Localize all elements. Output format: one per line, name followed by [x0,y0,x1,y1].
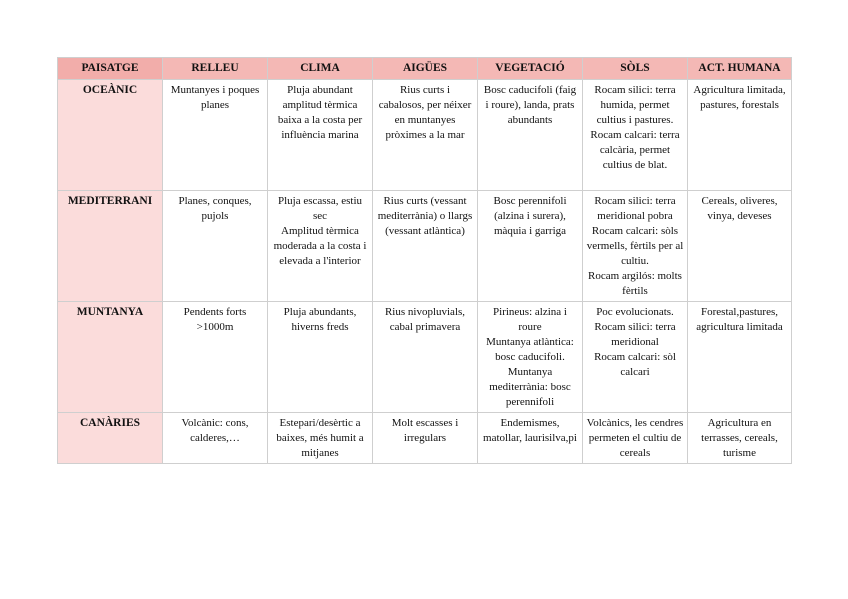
row-label-oceanic: OCEÀNIC [58,80,163,191]
cell-relleu: Pendents forts >1000m [163,302,268,413]
header-aigues: AIGÜES [373,58,478,80]
cell-vegetacio: Pirineus: alzina i roure Muntanya atlàntica: bosc caducifoli. Muntanya mediterrània: bosc perennifoli [478,302,583,413]
cell-sols: Poc evolucionats. Rocam silici: terra meridional Rocam calcari: sòl calcari [583,302,688,413]
cell-sols: Volcànics, les cendres permeten el cultiu de cereals [583,413,688,464]
table-body [58,80,792,464]
row-label-muntanya: MUNTANYA [58,302,163,413]
cell-act-humana: Agricultura limitada, pastures, forestals [688,80,792,191]
header-sols: SÒLS [583,58,688,80]
header-vegetacio: VEGETACIÓ [478,58,583,80]
cell-act-humana: Cereals, oliveres, vinya, deveses [688,191,792,302]
cell-act-humana: Agricultura en terrasses, cereals, turisme [688,413,792,464]
cell-sols: Rocam silici: terra humida, permet cultius i pastures. Rocam calcari: terra calcària, permet cultius de blat. [583,80,688,191]
cell-aigues: Rius curts i cabalosos, per néixer en muntanyes pròximes a la mar [373,80,478,191]
cell-vegetacio: Endemismes, matollar, laurisilva,pi [478,413,583,464]
table-row [58,80,792,191]
cell-act-humana: Forestal,pastures, agricultura limitada [688,302,792,413]
cell-relleu: Planes, conques, pujols [163,191,268,302]
header-act-humana: ACT. HUMANA [688,58,792,80]
cell-clima: Pluja escassa, estiu sec Amplitud tèrmica moderada a la costa i elevada a l'interior [268,191,373,302]
header-paisatge: PAISATGE [58,58,163,80]
cell-vegetacio: Bosc caducifoli (faig i roure), landa, prats abundants [478,80,583,191]
cell-relleu: Muntanyes i poques planes [163,80,268,191]
cell-aigues: Molt escasses i irregulars [373,413,478,464]
landscape-table [57,57,792,464]
table-row [58,302,792,413]
header-clima: CLIMA [268,58,373,80]
cell-sols: Rocam silici: terra meridional pobra Rocam calcari: sòls vermells, fèrtils per al cultiu. Rocam argilós: molts fèrtils [583,191,688,302]
cell-clima: Estepari/desèrtic a baixes, més humit a mitjanes [268,413,373,464]
cell-aigues: Rius curts (vessant mediterrània) o llargs (vessant atlàntica) [373,191,478,302]
cell-relleu: Volcànic: cons, calderes,… [163,413,268,464]
cell-vegetacio: Bosc perennifoli (alzina i surera), màquia i garriga [478,191,583,302]
cell-clima: Pluja abundants, hiverns freds [268,302,373,413]
table-row [58,413,792,464]
row-label-canaries: CANÀRIES [58,413,163,464]
header-row [58,58,792,80]
table-row [58,191,792,302]
cell-aigues: Rius nivopluvials, cabal primavera [373,302,478,413]
table-header [58,58,792,80]
row-label-mediterrani: MEDITERRANI [58,191,163,302]
cell-clima: Pluja abundant amplitud tèrmica baixa a la costa per influència marina [268,80,373,191]
header-relleu: RELLEU [163,58,268,80]
